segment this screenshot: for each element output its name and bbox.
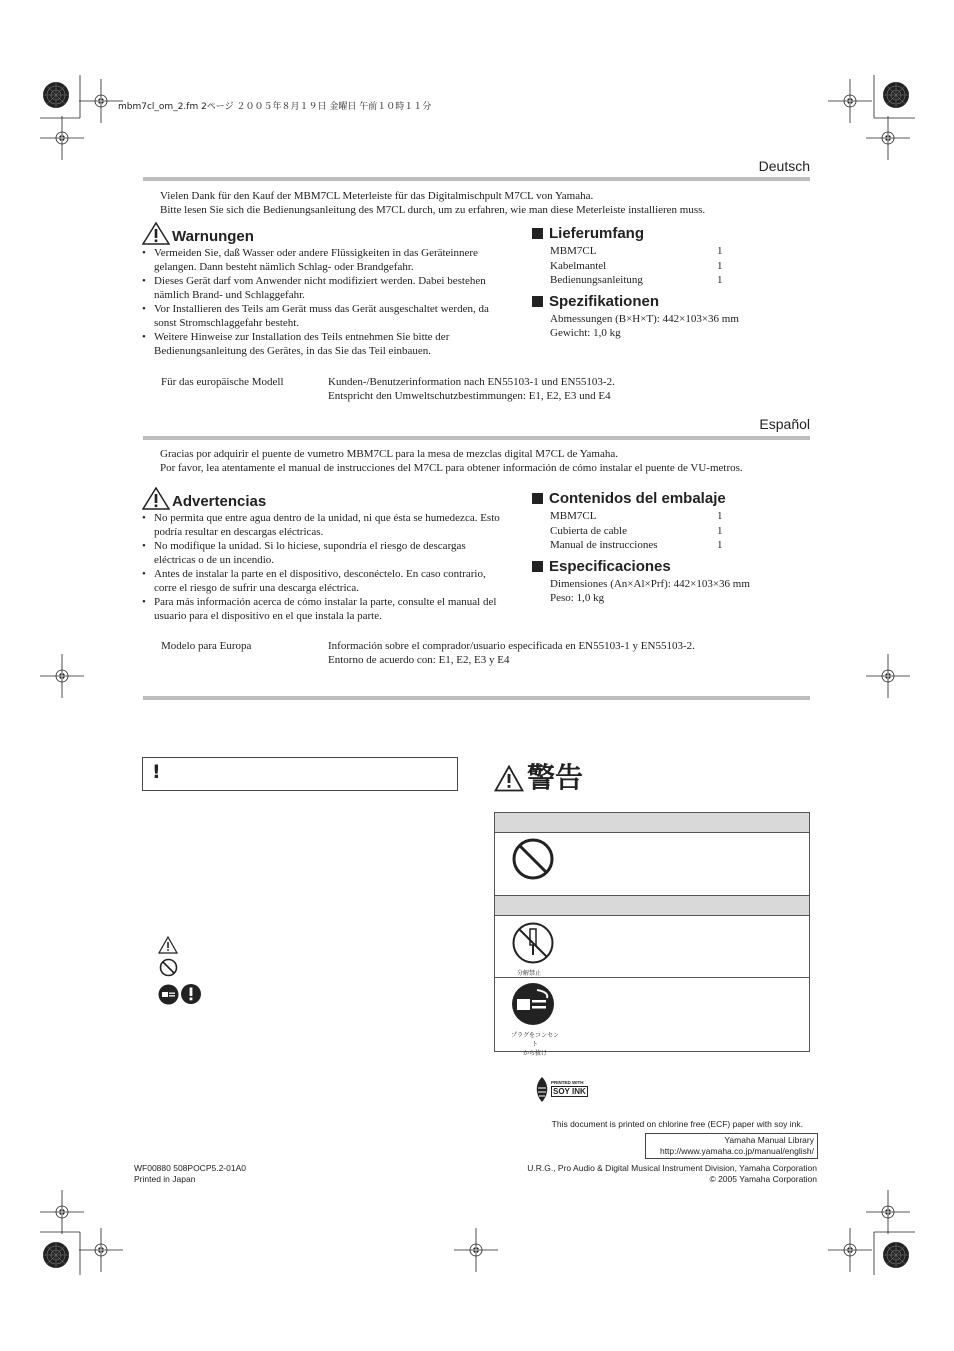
item-qty: 1 bbox=[717, 245, 723, 257]
warnings-list bbox=[142, 511, 502, 623]
square-bullet-icon bbox=[532, 296, 543, 307]
printed-in: Printed in Japan bbox=[134, 1174, 196, 1184]
model-text-espanol bbox=[328, 639, 695, 667]
warning-heading-ja bbox=[494, 762, 583, 794]
footer-right bbox=[527, 1163, 817, 1185]
warning-triangle-icon bbox=[142, 487, 170, 510]
footer-left bbox=[134, 1163, 246, 1185]
section-divider bbox=[143, 177, 810, 181]
item-qty: 1 bbox=[717, 524, 723, 537]
list-item: • Antes de instalar la parte en el dispositivo, desconéctelo. En caso contrario, corre el riesgo de sufrir una descarga eléctrica. bbox=[142, 567, 502, 595]
file-header: mbm7cl_om_2.fm 2ページ ２００５年８月１９日 金曜日 午前１０時１１分 bbox=[118, 102, 432, 112]
spec-heading bbox=[532, 293, 812, 310]
warnings-title: Advertencias bbox=[172, 493, 267, 510]
notice-box bbox=[142, 757, 458, 791]
unplug-caption bbox=[511, 1031, 559, 1058]
document-code: WF00880 508POCP5.2-01A0 bbox=[134, 1163, 246, 1173]
library-title: Yamaha Manual Library bbox=[724, 1135, 814, 1145]
caution-triangle-icon bbox=[158, 936, 178, 954]
contents-title: Contenidos del embalaje bbox=[549, 490, 726, 507]
item-name: Kabelmantel bbox=[550, 259, 607, 272]
warnings-heading bbox=[142, 221, 502, 245]
list-item: • Vor Installieren des Teils am Gerät muss das Gerät ausgeschaltet werden, da sonst Stromschlaggefahr besteht. bbox=[142, 302, 502, 330]
intro-espanol bbox=[160, 447, 820, 475]
warnings-espanol bbox=[142, 486, 502, 623]
item-qty: 1 bbox=[717, 539, 723, 551]
spec-title: Especificaciones bbox=[549, 557, 671, 575]
unplug-icon bbox=[511, 982, 555, 1026]
square-bullet-icon bbox=[532, 493, 543, 504]
table-row bbox=[550, 259, 812, 274]
model-line: Entorno de acuerdo con: E1, E2, E3 y E4 bbox=[328, 654, 510, 666]
warning-title-ja: 警告 bbox=[527, 761, 584, 794]
warning-triangle-icon bbox=[142, 222, 170, 245]
caption-line: から抜け bbox=[522, 1050, 547, 1057]
manual-library-box bbox=[645, 1133, 818, 1159]
spec-heading bbox=[532, 558, 812, 575]
list-item: • No modifique la unidad. Si lo hiciese, supondría el riesgo de descargas eléctricas o de un incendio. bbox=[142, 539, 502, 567]
warning-triangle-icon bbox=[494, 765, 524, 792]
warnings-list bbox=[142, 246, 502, 358]
model-line: Kunden-/Benutzerinformation nach EN55103-1 und EN55103-2. bbox=[328, 376, 615, 388]
contents-title: Lieferumfang bbox=[549, 225, 645, 242]
library-url[interactable]: http://www.yamaha.co.jp/manual/english/ bbox=[659, 1146, 814, 1156]
contents-espanol bbox=[532, 490, 812, 605]
spec-line: Gewicht: 1,0 kg bbox=[550, 326, 621, 339]
division: U.R.G., Pro Audio & Digital Musical Instrument Division, Yamaha Corporation bbox=[527, 1163, 817, 1173]
intro-line: Gracias por adquirir el puente de vumetro MBM7CL para la mesa de mezclas digital M7CL de Yamaha. bbox=[160, 448, 618, 460]
model-label-espanol: Modelo para Europa bbox=[161, 640, 252, 652]
item-name: Bedienungsanleitung bbox=[550, 274, 643, 286]
square-bullet-icon bbox=[532, 228, 543, 239]
warnings-title: Warnungen bbox=[172, 228, 254, 245]
table-row bbox=[550, 244, 812, 259]
spec-line: Peso: 1,0 kg bbox=[550, 591, 605, 604]
unplug-icon bbox=[158, 984, 179, 1005]
soy-ink-line1: PRINTED WITH bbox=[551, 1080, 584, 1085]
spec-line: Dimensiones (An×Al×Prf): 442×103×36 mm bbox=[550, 577, 750, 590]
warning-table bbox=[494, 812, 810, 1057]
table-header-band bbox=[495, 895, 809, 916]
item-name: MBM7CL bbox=[550, 510, 597, 522]
intro-line: Vielen Dank für den Kauf der MBM7CL Meterleiste für das Digitalmischpult M7CL von Yamaha. bbox=[160, 190, 594, 202]
table-row bbox=[550, 524, 812, 539]
intro-line: Por favor, lea atentamente el manual de instrucciones del M7CL para obtener información de cómo instalar el puente de VU-metros. bbox=[160, 462, 743, 474]
lang-label-deutsch: Deutsch bbox=[758, 158, 810, 174]
square-bullet-icon bbox=[532, 561, 543, 572]
list-item: • Weitere Hinweise zur Installation des Teils entnehmen Sie bitte der Bedienungsanleitung des Gerätes, in das Sie das Teil einbauen. bbox=[142, 330, 502, 358]
no-disassembly-icon bbox=[511, 921, 555, 965]
table-row bbox=[550, 538, 812, 553]
no-disassembly-caption: 分解禁止 bbox=[517, 970, 542, 977]
contents-heading bbox=[532, 225, 812, 242]
prohibition-icon bbox=[511, 837, 555, 881]
table-row bbox=[550, 509, 812, 524]
list-item: • No permita que entre agua dentro de la unidad, ni que ésta se humedezca. Esto podría resultar en descargas eléctricas. bbox=[142, 511, 502, 539]
item-qty: 1 bbox=[717, 259, 723, 272]
notice-exclamation: ! bbox=[152, 761, 161, 783]
item-name: Manual de instrucciones bbox=[550, 539, 658, 551]
soy-ink-logo bbox=[533, 1076, 591, 1104]
table-divider bbox=[495, 977, 809, 978]
copyright: © 2005 Yamaha Corporation bbox=[709, 1174, 817, 1184]
list-item: • Dieses Gerät darf vom Anwender nicht modifiziert werden. Dabei bestehen nämlich Brand- und Schlaggefahr. bbox=[142, 274, 502, 302]
table-row bbox=[550, 273, 812, 288]
model-line: Entspricht den Umweltschutzbestimmungen: E1, E2, E3 und E4 bbox=[328, 390, 611, 402]
warnings-deutsch bbox=[142, 221, 502, 358]
soy-ink-line2: SOY INK bbox=[553, 1087, 586, 1096]
ecf-note: This document is printed on chlorine free (ECF) paper with soy ink. bbox=[551, 1119, 803, 1129]
intro-deutsch bbox=[160, 189, 820, 217]
item-qty: 1 bbox=[717, 274, 723, 286]
item-name: Cubierta de cable bbox=[550, 524, 627, 537]
lang-label-espanol: Español bbox=[759, 416, 810, 432]
prohibition-icon bbox=[159, 958, 178, 977]
mandatory-icon bbox=[181, 984, 201, 1004]
section-divider bbox=[143, 436, 810, 440]
contents-deutsch bbox=[532, 225, 812, 340]
list-item: • Vermeiden Sie, daß Wasser oder andere Flüssigkeiten in das Geräteinnere gelangen. Dann besteht nämlich Schlag- oder Brandgefahr. bbox=[142, 246, 502, 274]
section-divider bbox=[143, 696, 810, 700]
model-text-deutsch bbox=[328, 375, 615, 403]
model-line: Información sobre el comprador/usuario especificada en EN55103-1 y EN55103-2. bbox=[328, 640, 695, 652]
spec-title: Spezifikationen bbox=[549, 292, 660, 310]
spec-line: Abmessungen (B×H×T): 442×103×36 mm bbox=[550, 312, 739, 325]
table-header-band bbox=[495, 812, 809, 833]
contents-heading bbox=[532, 490, 812, 507]
model-label-deutsch: Für das europäische Modell bbox=[161, 376, 284, 388]
list-item: • Para más información acerca de cómo instalar la parte, consulte el manual del usuario para el dispositivo en el que instala la parte. bbox=[142, 595, 502, 623]
warnings-heading bbox=[142, 486, 502, 510]
soy-leaf-icon bbox=[533, 1076, 551, 1104]
caption-line: プラグをコンセント bbox=[511, 1032, 560, 1048]
item-name: MBM7CL bbox=[550, 245, 597, 257]
intro-line: Bitte lesen Sie sich die Bedienungsanleitung des M7CL durch, um zu erfahren, wie man diese Meterleiste installieren muss. bbox=[160, 204, 706, 216]
item-qty: 1 bbox=[717, 510, 723, 522]
